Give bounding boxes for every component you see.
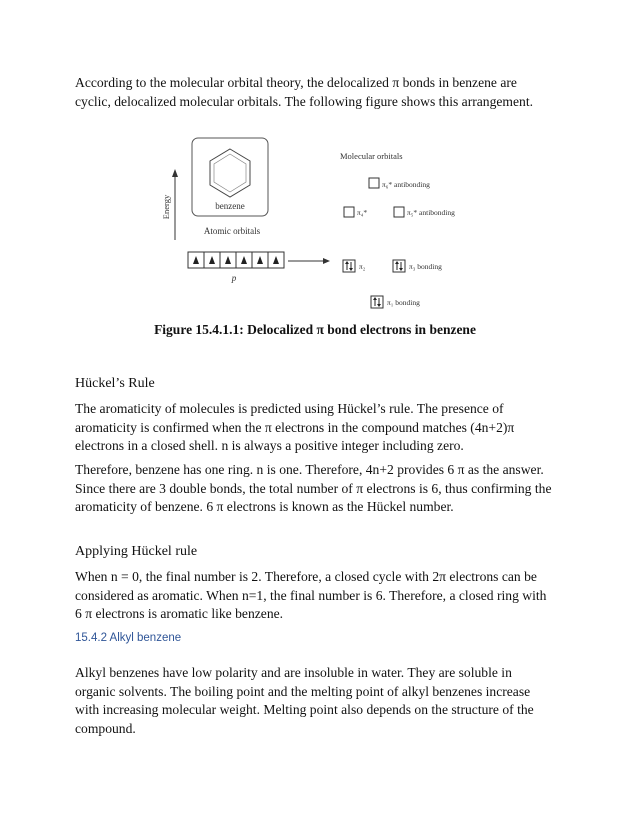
pi1-label: π₁ bonding xyxy=(387,298,420,307)
energy-label: Energy xyxy=(161,194,171,220)
pi6-box xyxy=(369,178,379,188)
molecular-orbitals-label: Molecular orbitals xyxy=(340,151,403,161)
molecular-orbital-diagram xyxy=(150,135,480,315)
benzene-label: benzene xyxy=(215,201,245,211)
pi4-box xyxy=(344,207,354,217)
p-orbital-label: p xyxy=(231,273,237,283)
pi5-label: π₅* antibonding xyxy=(407,208,455,217)
benzene-ring xyxy=(210,149,250,197)
alkyl-benzene-paragraph: Alkyl benzenes have low polarity and are insoluble in water. They are soluble in organic solvents. The boiling point and the melting point of alkyl benzenes increase with increasing molecular weight. Melting point also depends on the structure of the compound. xyxy=(75,665,534,736)
pi3-box xyxy=(393,260,405,272)
molecular-orbital-figure xyxy=(150,135,480,315)
intro-paragraph: According to the molecular orbital theory, the delocalized π bonds in benzene are cyclic, delocalized molecular orbitals. The following figure shows this arrangement. xyxy=(75,75,534,109)
pi6-label: π₆* antibonding xyxy=(382,180,430,189)
section-heading-alkyl-benzene[interactable]: 15.4.2 Alkyl benzene xyxy=(75,632,182,644)
energy-arrowhead xyxy=(172,169,178,177)
pi1-box xyxy=(371,296,383,308)
applying-huckel-heading: Applying Hückel rule xyxy=(75,544,198,559)
benzene-inner-ring xyxy=(214,154,246,192)
atomic-orbital-row xyxy=(188,252,284,268)
figure-caption: Figure 15.4.1.1: Delocalized π bond electrons in benzene xyxy=(154,322,476,337)
transition-arrowhead xyxy=(323,258,330,264)
huckel-rule-heading: Hückel’s Rule xyxy=(75,376,155,391)
pi2-box xyxy=(343,260,355,272)
huckel-definition-paragraph: The aromaticity of molecules is predicted using Hückel’s rule. The presence of aromaticity is confirmed when the π electrons in the compound matches (4n+2)π electrons in a closed shell. n is always a positive integer including zero. xyxy=(75,401,515,453)
atomic-orbitals-label: Atomic orbitals xyxy=(203,226,261,236)
benzene-ring-paragraph: Therefore, benzene has one ring. n is one. Therefore, 4n+2 provides 6 π as the answer. Since there are 3 double bonds, the total number of π electrons is 6, thus confirming the aromaticity of benzene. 6 π electrons is known as the Hückel number. xyxy=(75,462,552,514)
applying-paragraph: When n = 0, the final number is 2. Therefore, a closed cycle with 2π electrons can be considered as aromatic. When n=1, the final number is 6. Therefore, a closed ring with 6 π electrons is aromatic like benzene. xyxy=(75,569,547,621)
pi3-label: π₃ bonding xyxy=(409,262,442,271)
pi4-label: π₄* xyxy=(357,208,368,217)
pi5-box xyxy=(394,207,404,217)
pi2-label: π₂ xyxy=(359,262,366,271)
